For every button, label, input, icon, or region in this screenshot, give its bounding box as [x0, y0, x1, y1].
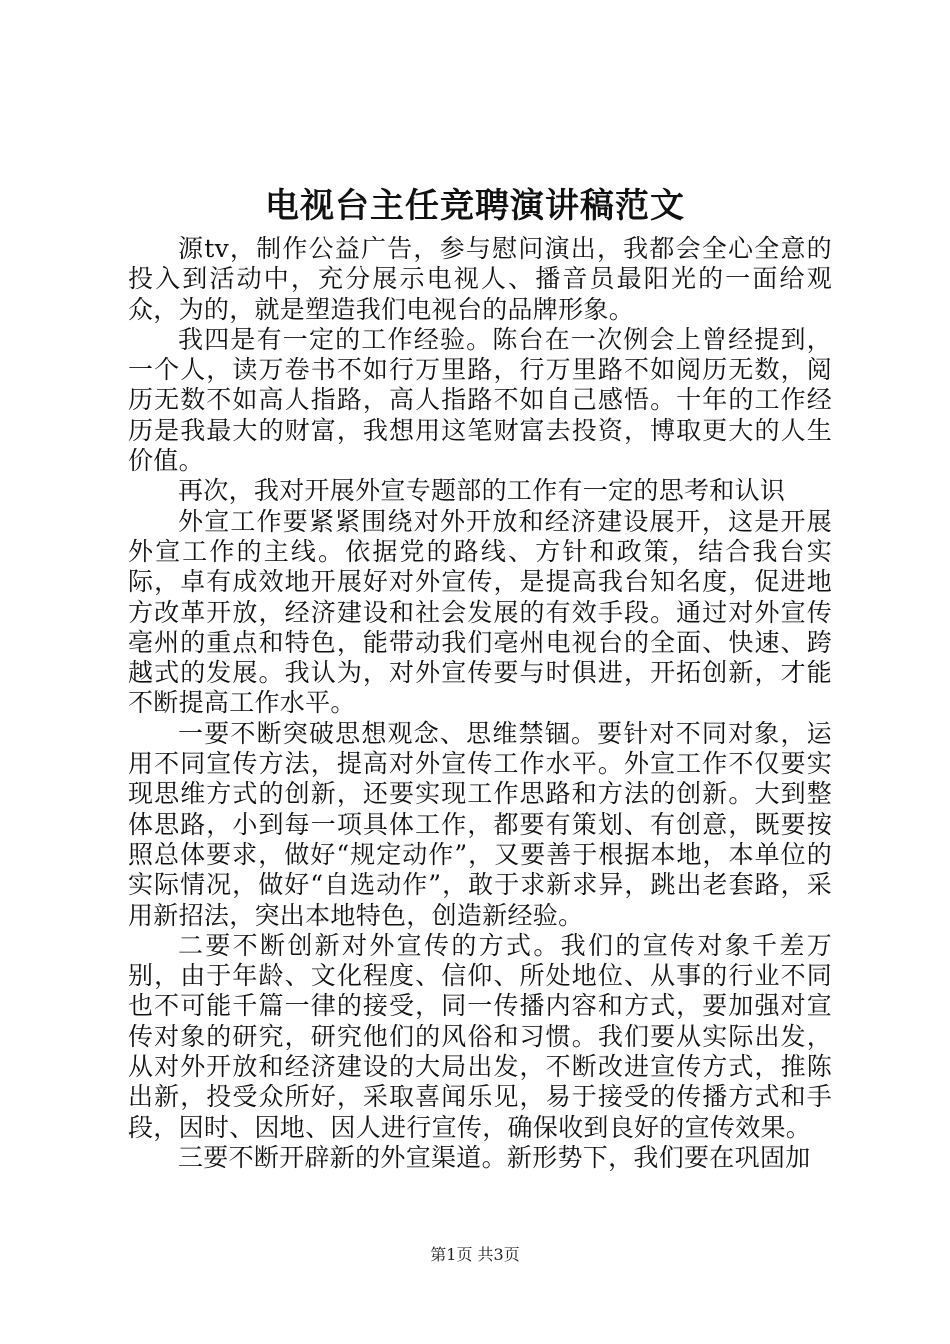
paragraph: 外宣工作要紧紧围绕对外开放和经济建设展开，这是开展外宣工作的主线。依据党的路线、方针和政策，结合我台实际，卓有成效地开展好对外宣传，是提高我台知名度，促进地方改革开放，经济建设和社会发展的有效手段。通过对外宣传亳州的重点和特色，能带动我们亳州电视台的全面、快速、跨越式的发展。我认为，对外宣传要与时俱进，开拓创新，才能不断提高工作水平。	[128, 506, 832, 718]
paragraph: 我四是有一定的工作经验。陈台在一次例会上曾经提到，一个人，读万卷书不如行万里路，行万里路不如阅历无数，阅历无数不如高人指路，高人指路不如自己感悟。十年的工作经历是我最大的财富，我想用这笔财富去投资，博取更大的人生价值。	[128, 324, 832, 476]
paragraph: 一要不断突破思想观念、思维禁锢。要针对不同对象，运用不同宣传方法，提高对外宣传工作水平。外宣工作不仅要实现思维方式的创新，还要实现工作思路和方法的创新。大到整体思路，小到每一项具体工作，都要有策划、有创意，既要按照总体要求，做好“规定动作”，又要善于根据本地，本单位的实际情况，做好“自选动作”，敢于求新求异，跳出老套路，采用新招法，突出本地特色，创造新经验。	[128, 718, 832, 930]
document-body	[128, 234, 832, 1173]
paragraph: 再次，我对开展外宣专题部的工作有一定的思考和认识	[178, 476, 786, 506]
paragraph: 三要不断开辟新的外宣渠道。新形势下，我们要在巩固加	[178, 1142, 811, 1172]
paragraph: 二要不断创新对外宣传的方式。我们的宣传对象千差万别，由于年龄、文化程度、信仰、所处地位、从事的行业不同也不可能千篇一律的接受，同一传播内容和方式，要加强对宣传对象的研究，研究他们的风俗和习惯。我们要从实际出发，从对外开放和经济建设的大局出发，不断改进宣传方式，推陈出新，投受众所好，采取喜闻乐见，易于接受的传播方式和手段，因时、因地、因人进行宣传，确保收到良好的宣传效果。	[128, 930, 832, 1142]
page-footer	[0, 1244, 950, 1266]
paragraph: 源tv，制作公益广告，参与慰问演出，我都会全心全意的投入到活动中，充分展示电视人、播音员最阳光的一面给观众，为的，就是塑造我们电视台的品牌形象。	[128, 234, 832, 324]
page-indicator: 第1页 共3页	[430, 1245, 520, 1264]
page-title: 电视台主任竞聘演讲稿范文	[265, 186, 685, 226]
